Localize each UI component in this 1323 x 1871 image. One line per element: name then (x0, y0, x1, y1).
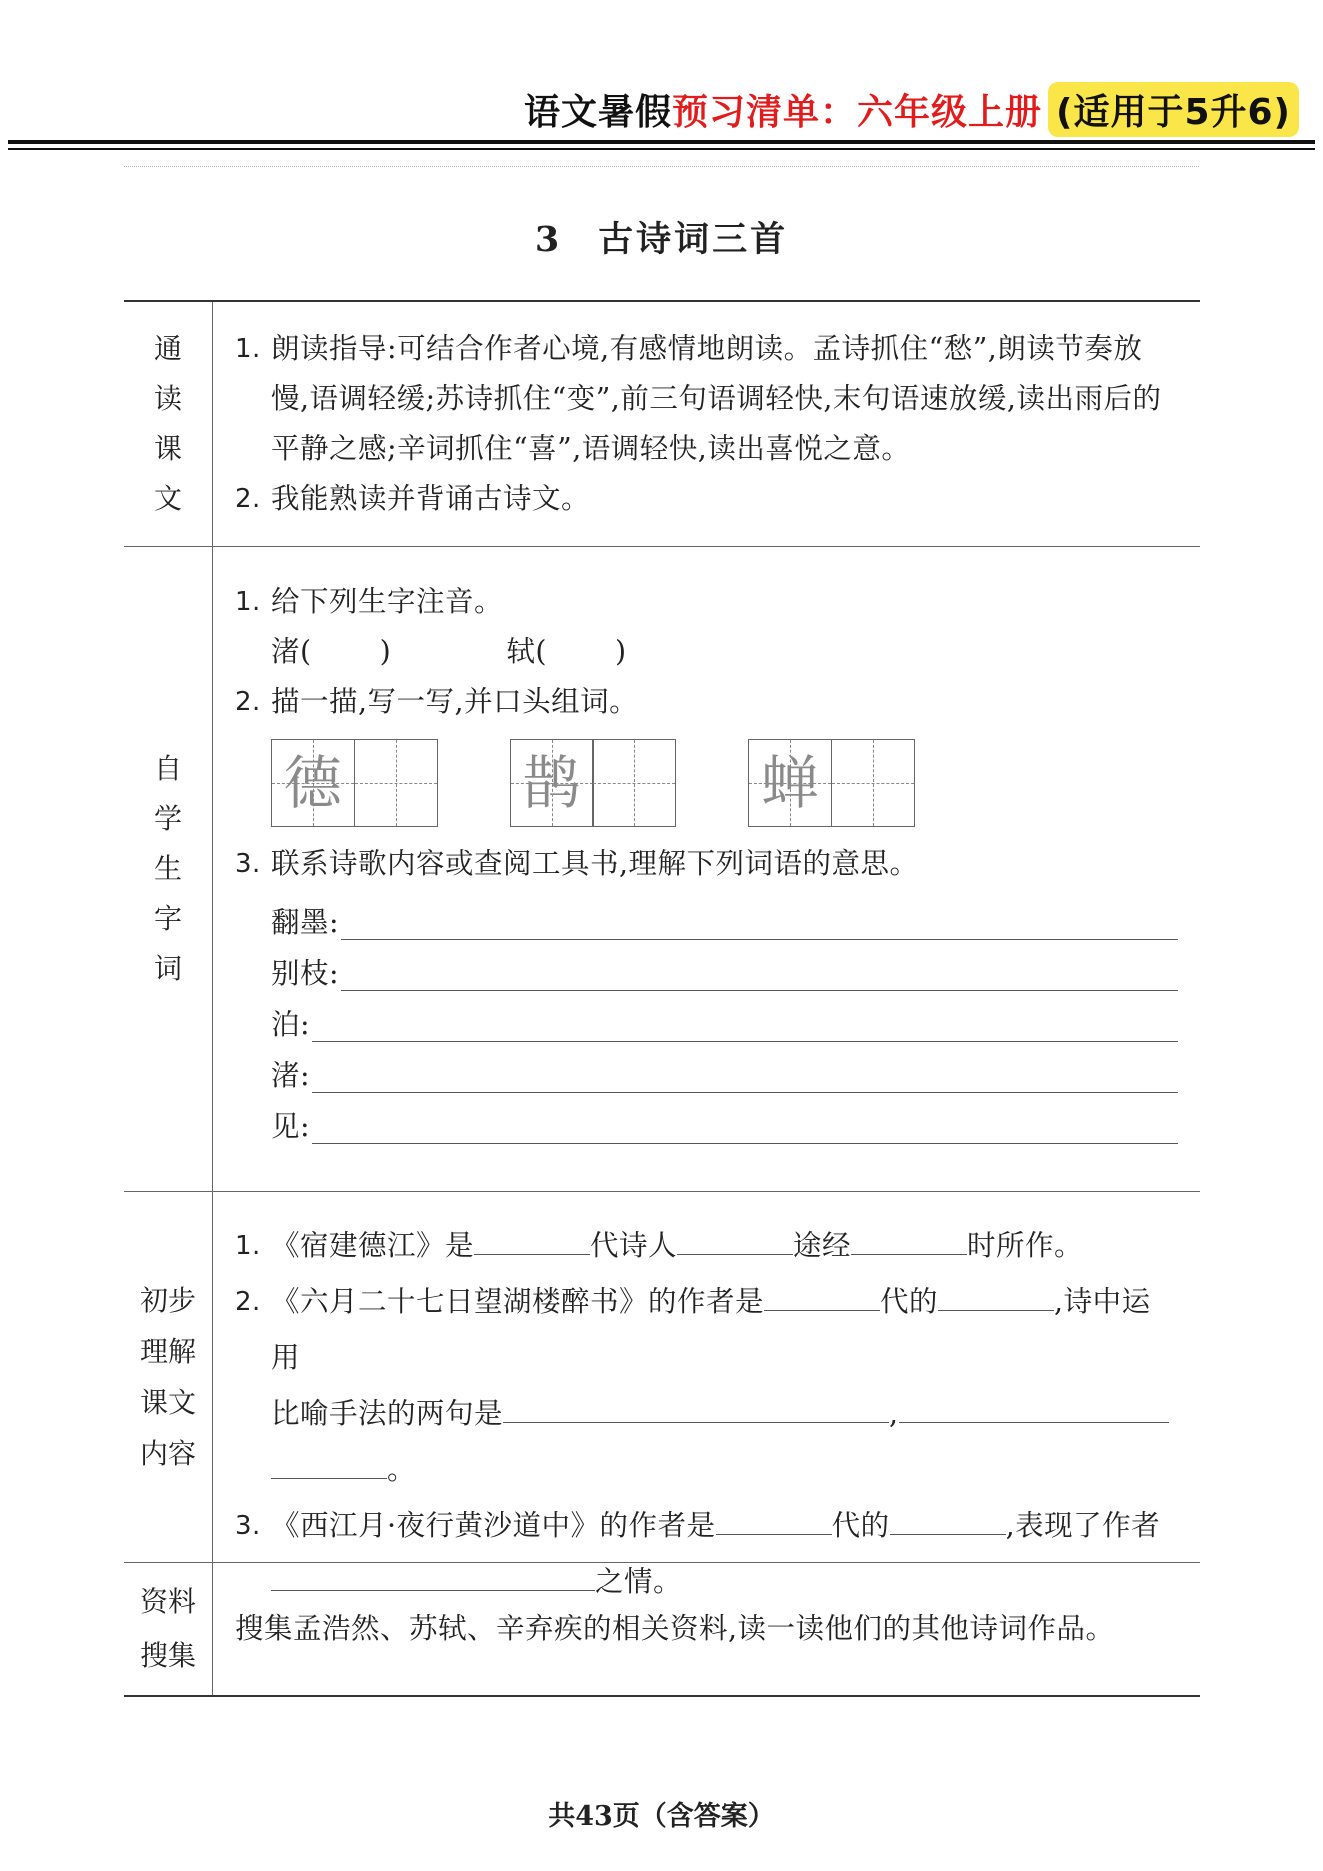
pinyin-row (235, 627, 1178, 677)
section-selfstudy-content (213, 547, 1200, 1191)
answer-blank[interactable] (474, 1218, 590, 1255)
q-text: 代诗人 (590, 1229, 678, 1262)
pinyin-blank[interactable] (271, 627, 391, 677)
materials-text: 搜集孟浩然、苏轼、辛弃疾的相关资料,读一读他们的其他诗词作品。 (235, 1612, 1115, 1645)
pinyin-char: 渚 (271, 635, 301, 668)
section-understanding (124, 1192, 1200, 1598)
word-meaning-line[interactable] (235, 1101, 1178, 1152)
tian-grid[interactable] (748, 739, 915, 827)
section-understanding-label (124, 1192, 213, 1562)
word-label: 渚: (271, 1059, 311, 1092)
label-char: 自 (153, 752, 182, 785)
word-label: 见: (271, 1110, 311, 1143)
selfstudy-item-1 (235, 577, 1178, 627)
answer-blank[interactable] (677, 1218, 793, 1255)
q-text: 《西江月·夜行黄沙道中》的作者是 (271, 1509, 716, 1542)
word-label: 翻墨: (271, 906, 340, 939)
paren-open: ( (300, 635, 312, 668)
word-label: 泊: (271, 1008, 311, 1041)
header-rule-thin (8, 148, 1315, 150)
label-char: 生 (153, 852, 182, 885)
label-line: 初步 (139, 1284, 196, 1317)
understanding-q1 (235, 1218, 1178, 1274)
selfstudy-item-2 (235, 677, 1178, 727)
answer-line[interactable] (312, 1143, 1178, 1144)
page-footer: 共43页（含答案） (548, 1801, 775, 1832)
word-meaning-line[interactable] (235, 948, 1178, 999)
word-meaning-line[interactable] (235, 897, 1178, 948)
answer-blank[interactable] (851, 1218, 967, 1255)
paren-open: ( (535, 635, 548, 668)
answer-blank[interactable] (271, 1554, 595, 1591)
section-materials-label (124, 1563, 213, 1695)
label-char: 字 (153, 902, 182, 935)
lesson-name: 古诗词三首 (598, 219, 789, 260)
tian-grid-row (235, 739, 1178, 827)
recite-text: 我能熟读并背诵古诗文。 (271, 482, 591, 515)
item-number: 1. (235, 1231, 261, 1261)
section-selfstudy (124, 547, 1200, 1192)
q-text: 代的 (880, 1285, 939, 1318)
selfstudy-item-3 (235, 839, 1178, 889)
label-char: 学 (153, 802, 182, 835)
item-number: 3. (235, 849, 261, 879)
trace-cell (748, 739, 832, 827)
lesson-number: 3 (534, 219, 563, 260)
section-understanding-content (213, 1192, 1200, 1598)
trace-char: 鹊 (522, 749, 581, 817)
label-line: 理解 (139, 1335, 196, 1368)
dotted-divider (124, 166, 1199, 167)
item-number: 2. (235, 687, 261, 717)
pinyin-char: 轼 (506, 635, 536, 668)
label-line: 课文 (139, 1386, 196, 1419)
label-char: 通 (153, 332, 182, 365)
q-text: ,表现了作者 (1005, 1509, 1161, 1542)
paren-close: ) (379, 635, 392, 668)
reading-item-1 (235, 324, 1178, 474)
lesson-title (0, 212, 1323, 262)
label-char: 文 (153, 482, 182, 515)
word-meaning-line[interactable] (235, 999, 1178, 1050)
answer-blank[interactable] (938, 1274, 1054, 1311)
label-line: 资料 (139, 1585, 196, 1618)
q-text: 。 (387, 1453, 417, 1486)
label-char: 词 (153, 952, 182, 985)
answer-line[interactable] (312, 1041, 1178, 1042)
q-text: 比喻手法的两句是 (271, 1397, 504, 1430)
answer-line[interactable] (341, 939, 1178, 940)
section-selfstudy-label (124, 547, 213, 1191)
pinyin-blank[interactable] (506, 627, 626, 677)
meaning-instruction: 联系诗歌内容或查阅工具书,理解下列词语的意思。 (271, 847, 919, 880)
item-number: 2. (235, 1287, 261, 1317)
label-line: 内容 (139, 1437, 196, 1470)
label-char: 读 (153, 382, 182, 415)
understanding-q2 (235, 1274, 1178, 1498)
q-text: 《宿建德江》是 (271, 1229, 475, 1262)
q-text: ,诗中运用 (271, 1285, 1151, 1374)
answer-line[interactable] (341, 990, 1178, 991)
write-cell[interactable] (831, 739, 915, 827)
item-number: 1. (235, 334, 261, 364)
tian-grid[interactable] (510, 739, 677, 827)
item-number: 3. (235, 1511, 261, 1541)
answer-blank[interactable] (890, 1498, 1006, 1535)
section-reading (124, 300, 1200, 547)
reading-item-2 (235, 474, 1178, 524)
word-label: 别枝: (271, 957, 340, 990)
label-char: 课 (153, 432, 182, 465)
q-text: 时所作。 (967, 1229, 1084, 1262)
tian-grid[interactable] (271, 739, 438, 827)
q-text: 之情。 (595, 1565, 683, 1598)
item-number: 2. (235, 484, 261, 514)
section-reading-label (124, 302, 213, 546)
header-rule-thick (8, 140, 1315, 144)
trace-char: 蝉 (760, 749, 820, 817)
trace-instruction: 描一描,写一写,并口头组词。 (271, 685, 639, 718)
label-line: 搜集 (139, 1639, 196, 1672)
header-title-part1: 语文暑假 (523, 91, 672, 133)
q-text: , (889, 1397, 899, 1430)
pinyin-instruction: 给下列生字注音。 (271, 585, 504, 618)
worksheet-table (124, 300, 1200, 1697)
answer-blank[interactable] (899, 1386, 1169, 1423)
answer-blank[interactable] (503, 1386, 889, 1423)
q-text: 代的 (831, 1509, 890, 1542)
reading-guidance-text: 朗读指导:可结合作者心境,有感情地朗读。孟诗抓住“愁”,朗读节奏放慢,语调轻缓;苏诗抓住“变”,前三句语调轻快,末句语速放缓,读出雨后的平静之感;辛词抓住“喜”,语调轻快,读出喜悦之意。 (271, 332, 1162, 465)
grade-badge: (适用于5升6) (1048, 82, 1299, 137)
answer-blank[interactable] (271, 1442, 387, 1479)
header-title (524, 84, 1299, 134)
trace-char: 德 (283, 749, 343, 817)
answer-blank[interactable] (764, 1274, 880, 1311)
understanding-q3 (235, 1498, 1178, 1610)
section-reading-content (213, 302, 1200, 546)
trace-cell (271, 739, 355, 827)
q-text: 《六月二十七日望湖楼醉书》的作者是 (271, 1285, 765, 1318)
word-meaning-line[interactable] (235, 1050, 1178, 1101)
write-cell[interactable] (354, 739, 438, 827)
item-number: 1. (235, 587, 261, 617)
header-title-part2: 预习清单：六年级上册 (671, 91, 1042, 133)
answer-line[interactable] (312, 1092, 1178, 1093)
q-text: 途经 (793, 1229, 852, 1262)
paren-close: ) (615, 635, 627, 668)
trace-cell (510, 739, 594, 827)
answer-blank[interactable] (716, 1498, 832, 1535)
write-cell[interactable] (592, 739, 676, 827)
